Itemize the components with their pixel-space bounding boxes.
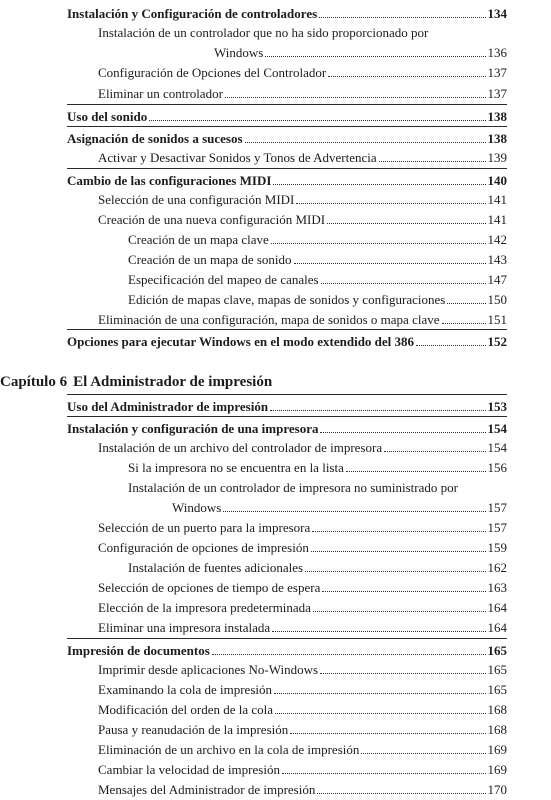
toc-entry-label: Instalación de un controlador de impresora no suministrado por [128,480,458,495]
toc-entry-label: Windows [214,45,264,60]
toc-entry-label: Mensajes del Administrador de impresión [98,782,316,797]
toc-entry-page: 157 [487,520,507,535]
toc-entry-label: Instalación de fuentes adicionales [128,560,304,575]
toc-entry-page: 150 [487,292,507,307]
toc-entry[interactable] [128,268,507,287]
dot-leader [275,713,485,714]
toc-entry-page: 138 [487,109,507,124]
toc-entry[interactable] [98,616,507,635]
toc-entry-label: Instalación y Configuración de controladores [67,6,318,21]
toc-entry[interactable] [98,82,507,101]
toc-entry-label: Especificación del mapeo de canales [128,272,319,287]
chapter-heading [0,374,272,391]
dot-leader [282,773,486,774]
toc-entry-page: 164 [487,600,507,615]
toc-entry-page: 134 [487,6,507,21]
toc-entry-page: 165 [487,682,507,697]
dot-leader [442,323,486,324]
dot-leader [274,693,485,694]
dot-leader [312,531,485,532]
toc-entry-label: Creación de un mapa clave [128,232,269,247]
toc-entry-page: 169 [487,742,507,757]
dot-leader [319,17,485,18]
toc-entry[interactable] [67,168,507,188]
dot-leader [447,303,485,304]
toc-entry-page: 170 [487,782,507,797]
dot-leader [320,673,485,674]
toc-entry-page: 154 [487,440,507,455]
toc-entry[interactable] [98,21,428,40]
toc-entry-page: 163 [487,580,507,595]
dot-leader [223,511,485,512]
toc-entry[interactable] [98,61,507,80]
toc-entry-label: Instalación de un archivo del controlador de impresora [98,440,383,455]
dot-leader [311,551,486,552]
toc-entry-page: 157 [487,500,507,515]
dot-leader [272,631,485,632]
toc-entry-label: Eliminación de un archivo en la cola de impresión [98,742,360,757]
toc-entry[interactable] [67,329,507,349]
toc-entry-label: Instalación y configuración de una impresora [67,421,319,436]
toc-entry-page: 138 [487,131,507,146]
toc-entry-label: Uso del Administrador de impresión [67,399,269,414]
toc-entry-label: Configuración de opciones de impresión [98,540,309,555]
chapter-title: El Administrador de impresión [73,374,273,390]
toc-entry-label: Cambiar la velocidad de impresión [98,762,280,777]
toc-entry[interactable] [67,416,507,436]
chapter-number: Capítulo 6 [0,374,68,390]
toc-entry-page: 165 [487,643,507,658]
toc-entry-page: 159 [487,540,507,555]
toc-entry-page: 156 [487,460,507,475]
dot-leader [313,611,486,612]
toc-entry-page: 139 [487,150,507,165]
toc-entry-label: Instalación de un controlador que no ha sido proporcionado por [98,25,429,40]
toc-entry-label: Elección de la impresora predeterminada [98,600,311,615]
toc-entry[interactable] [128,476,458,495]
toc-entry[interactable] [67,394,507,414]
dot-leader [265,56,485,57]
toc-entry[interactable] [98,188,507,207]
toc-entry[interactable] [98,758,507,777]
toc-entry-label: Pausa y reanudación de la impresión [98,722,289,737]
toc-entry-label: Windows [172,500,222,515]
toc-entry-label: Selección de una configuración MIDI [98,192,295,207]
dot-leader [212,654,486,655]
dot-leader [327,223,485,224]
toc-entry-page: 151 [487,312,507,327]
dot-leader [305,571,485,572]
dot-leader [245,142,486,143]
toc-entry-label: Eliminar un controlador [98,86,223,101]
toc-entry[interactable] [67,126,507,146]
toc-entry-label: Uso del sonido [67,109,148,124]
dot-leader [328,76,485,77]
toc-entry[interactable] [128,556,507,575]
toc-entry[interactable] [98,778,507,797]
dot-leader [317,793,485,794]
toc-entry-label: Configuración de Opciones del Controlador [98,65,327,80]
toc-entry-page: 136 [487,45,507,60]
toc-entry[interactable] [98,208,507,227]
toc-entry[interactable] [98,596,507,615]
toc-entry[interactable] [98,698,507,717]
toc-entry[interactable] [128,248,507,267]
toc-entry-continuation[interactable] [214,41,507,60]
toc-entry[interactable] [98,738,507,757]
toc-entry-label: Examinando la cola de impresión [98,682,273,697]
toc-entry-page: 141 [487,212,507,227]
toc-entry[interactable] [98,436,507,455]
toc-entry[interactable] [98,678,507,697]
toc-entry-page: 137 [487,86,507,101]
dot-leader [384,451,485,452]
toc-entry-page: 140 [487,173,507,188]
toc-entry[interactable] [98,516,507,535]
toc-entry-label: Selección de opciones de tiempo de espera [98,580,321,595]
toc-entry[interactable] [67,104,507,124]
dot-leader [294,263,486,264]
toc-entry-label: Modificación del orden de la cola [98,702,274,717]
toc-entry-label: Activar y Desactivar Sonidos y Tonos de Advertencia [98,150,377,165]
toc-entry-page: 152 [487,334,507,349]
toc-entry-label: Eliminación de una configuración, mapa de sonidos o mapa clave [98,312,440,327]
toc-entry-label: Asignación de sonidos a sucesos [67,131,243,146]
dot-leader [290,733,485,734]
toc-entry[interactable] [98,146,507,165]
toc-entry[interactable] [128,228,507,247]
toc-entry-page: 168 [487,702,507,717]
dot-leader [149,120,485,121]
dot-leader [416,345,485,346]
toc-entry-page: 164 [487,620,507,635]
dot-leader [225,97,486,98]
toc-entry-page: 147 [487,272,507,287]
toc-entry-label: Edición de mapas clave, mapas de sonidos y configuraciones [128,292,446,307]
toc-entry-continuation[interactable] [172,496,507,515]
toc-entry-page: 143 [487,252,507,267]
toc-entry-label: Selección de un puerto para la impresora [98,520,311,535]
toc-entry[interactable] [98,658,507,677]
toc-entry[interactable] [128,456,507,475]
toc-entry-page: 142 [487,232,507,247]
toc-entry-page: 154 [487,421,507,436]
toc-entry[interactable] [98,536,507,555]
dot-leader [361,753,485,754]
toc-entry[interactable] [67,638,507,658]
toc-entry-page: 162 [487,560,507,575]
dot-leader [321,283,486,284]
toc-entry[interactable] [98,576,507,595]
toc-entry[interactable] [98,718,507,737]
toc-entry-label: Imprimir desde aplicaciones No-Windows [98,662,319,677]
toc-entry-page: 168 [487,722,507,737]
toc-entry-page: 165 [487,662,507,677]
dot-leader [296,203,485,204]
toc-entry[interactable] [98,308,507,327]
toc-entry-label: Opciones para ejecutar Windows en el modo extendido del 386 [67,334,415,349]
toc-entry-label: Impresión de documentos [67,643,210,658]
toc-entry[interactable] [67,2,507,21]
dot-leader [322,591,485,592]
dot-leader [346,471,486,472]
dot-leader [271,243,486,244]
toc-entry[interactable] [128,288,507,307]
toc-entry-page: 141 [487,192,507,207]
toc-entry-label: Si la impresora no se encuentra en la lista [128,460,344,475]
dot-leader [273,184,485,185]
toc-entry-label: Creación de un mapa de sonido [128,252,292,267]
dot-leader [379,161,486,162]
toc-entry-page: 137 [487,65,507,80]
dot-leader [320,432,485,433]
toc-entry-page: 153 [487,399,507,414]
toc-entry-page: 169 [487,762,507,777]
toc-entry-label: Eliminar una impresora instalada [98,620,271,635]
toc-entry-label: Cambio de las configuraciones MIDI [67,173,272,188]
dot-leader [270,410,485,411]
toc-entry-label: Creación de una nueva configuración MIDI [98,212,326,227]
